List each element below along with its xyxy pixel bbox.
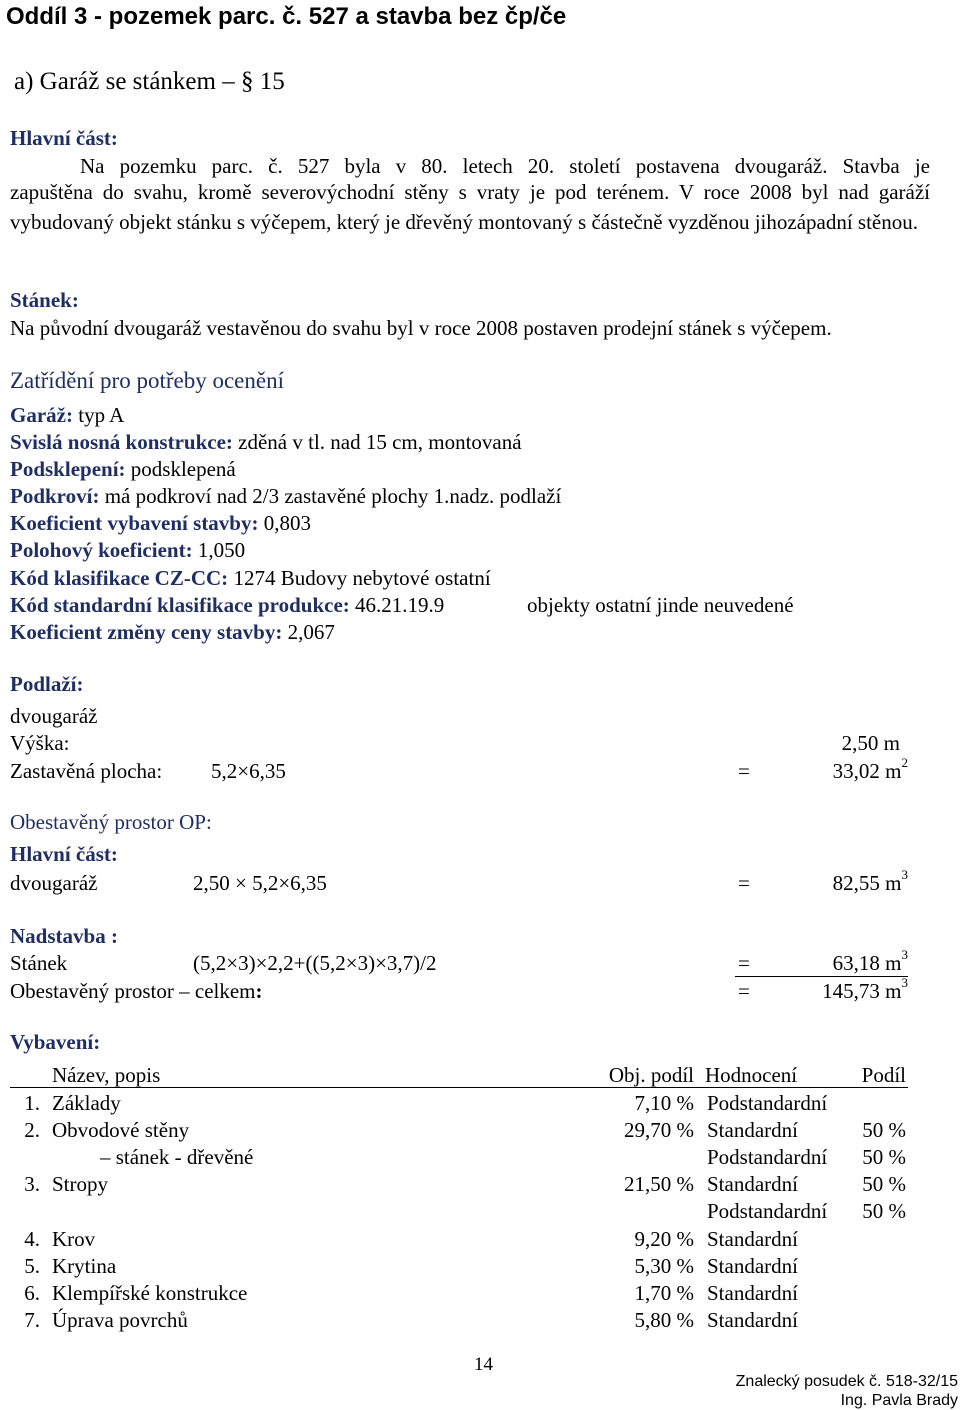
classification-row [10,595,444,616]
classification-label: Garáž: [10,403,73,427]
volume-main-number: 82,55 m [832,871,902,895]
classification-value: 0,803 [263,511,311,535]
volume-main-formula: 2,50 × 5,2×6,35 [193,871,327,895]
height-label: Výška: [10,731,70,755]
column-header-rating: Hodnocení [705,1063,798,1087]
main-part-paragraph-first-line: Na pozemku parc. č. 527 byla v 80. letech 20. století postavena dvougaráž. Stavba je [80,154,930,178]
volume-addon-label: Nadstavba : [10,924,118,948]
table-header-rule [10,1087,908,1088]
row-number: 2. [24,1118,40,1142]
area-equals: = [738,759,750,783]
row-portion: 50 % [862,1145,906,1169]
classification-row [10,540,245,561]
classification-value: má podkroví nad 2/3 zastavěné plochy 1.nadz. podlaží [104,484,562,508]
classification-label: Podsklepení: [10,457,126,481]
row-rating: Standardní [707,1172,798,1196]
row-rating: Standardní [707,1281,798,1305]
classification-value: 2,067 [287,620,335,644]
classification-row [10,432,522,453]
classification-value: zděná v tl. nad 15 cm, montovaná [238,430,522,454]
row-name: Klempířské konstrukce [52,1281,248,1305]
stand-label: Stánek: [10,288,79,312]
classification-value: 46.21.19.9 [355,593,445,617]
classification-extra: objekty ostatní jinde neuvedené [527,593,794,617]
volume-main-label: Hlavní část: [10,842,118,866]
row-share: 9,20 % [634,1227,694,1251]
area-value-number: 33,02 m [832,759,902,783]
row-rating: Standardní [707,1308,798,1332]
classification-label: Koeficient změny ceny stavby: [10,620,283,644]
volume-total-colon: : [255,979,263,1003]
row-share: 29,70 % [624,1118,694,1142]
author: Ing. Pavla Brady [840,1392,958,1409]
volume-total-text: Obestavěný prostor – celkem [10,979,256,1003]
row-share: 1,70 % [634,1281,694,1305]
classification-value: 1274 Budovy nebytové ostatní [233,566,491,590]
floor-name: dvougaráž [10,704,98,728]
row-rating: Standardní [707,1227,798,1251]
classification-label: Polohový koeficient: [10,538,193,562]
column-header-share: Obj. podíl [608,1063,694,1087]
row-share: 5,30 % [634,1254,694,1278]
row-portion: 50 % [862,1118,906,1142]
section-title: Oddíl 3 - pozemek parc. č. 527 a stavba bez čp/če [6,3,567,30]
row-share: 5,80 % [634,1308,694,1332]
volume-main-exponent: 3 [901,867,908,882]
row-number: 1. [24,1091,40,1115]
row-rating: Podstandardní [707,1145,828,1169]
volume-total-value [700,975,908,1003]
classification-row [10,459,236,480]
volume-addon-number: 63,18 m [832,951,902,975]
row-rating: Podstandardní [707,1091,828,1115]
classification-row [10,405,124,426]
row-number: 6. [24,1281,40,1305]
volume-total-exponent: 3 [901,975,908,990]
classification-row [10,513,311,534]
row-portion: 50 % [862,1172,906,1196]
row-name: Obvodové stěny [52,1118,190,1142]
row-rating: Standardní [707,1254,798,1278]
row-name: Úprava povrchů [52,1308,188,1332]
volume-addon-formula: (5,2×3)×2,2+((5,2×3)×3,7)/2 [193,951,437,975]
row-name: Stropy [52,1172,109,1196]
classification-label: Kód standardní klasifikace produkce: [10,593,350,617]
column-header-portion: Podíl [861,1063,906,1087]
row-name: Krytina [52,1254,117,1278]
volume-main-value [700,867,908,895]
area-label: Zastavěná plocha: [10,759,163,783]
classification-label: Kód klasifikace CZ-CC: [10,566,229,590]
classification-value: typ A [78,403,125,427]
floors-heading: Podlaží: [10,672,84,696]
volume-main-equals: = [738,871,750,895]
row-name: Krov [52,1227,96,1251]
row-number: 4. [24,1227,40,1251]
row-share: 7,10 % [634,1091,694,1115]
classification-row [10,568,491,589]
main-part-label: Hlavní část: [10,126,118,150]
row-number: 5. [24,1254,40,1278]
row-number: 7. [24,1308,40,1332]
volume-total-label [10,981,263,1002]
area-formula: 5,2×6,35 [211,759,286,783]
classification-label: Podkroví: [10,484,100,508]
document-reference: Znalecký posudek č. 518-32/15 [735,1373,958,1390]
volume-total-number: 145,73 m [822,979,902,1003]
classification-label: Svislá nosná konstrukce: [10,430,233,454]
row-rating: Standardní [707,1118,798,1142]
row-name: Základy [52,1091,121,1115]
volume-addon-name: Stánek [10,951,68,975]
main-part-paragraph: zapuštěna do svahu, kromě severovýchodní stěny s vraty je pod terénem. V roce 2008 byl nad garáží vybudovaný objekt stánku s výčepem, který je dřevěný montovaný s částečně vyzděnou jihozápadní stěnou. [10,180,930,235]
classification-value: podsklepená [130,457,236,481]
classification-row [10,486,561,507]
height-value: 2,50 m [841,731,900,755]
row-name: – stánek - dřevěné [100,1145,254,1169]
classification-value: 1,050 [197,538,246,562]
subsection-title: a) Garáž se stánkem – § 15 [14,68,285,95]
area-value-exponent: 2 [901,755,908,770]
stand-text: Na původní dvougaráž vestavěnou do svahu byl v roce 2008 postaven prodejní stánek s výčepem. [10,316,832,340]
classification-row [10,622,335,643]
classification-label: Koeficient vybavení stavby: [10,511,259,535]
volume-addon-value [700,947,908,975]
classification-heading: Zatřídění pro potřeby ocenění [10,368,284,393]
sum-underline [735,976,908,977]
volume-addon-equals: = [738,951,750,975]
area-value [700,755,908,783]
page-number: 14 [474,1354,493,1375]
volume-total-equals: = [738,979,750,1003]
row-portion: 50 % [862,1199,906,1223]
volume-main-name: dvougaráž [10,871,98,895]
row-number: 3. [24,1172,40,1196]
volume-heading: Obestavěný prostor OP: [10,810,212,834]
row-rating: Podstandardní [707,1199,828,1223]
volume-addon-exponent: 3 [901,947,908,962]
equipment-heading: Vybavení: [10,1030,101,1054]
row-share: 21,50 % [624,1172,694,1196]
column-header-name: Název, popis [52,1063,161,1087]
